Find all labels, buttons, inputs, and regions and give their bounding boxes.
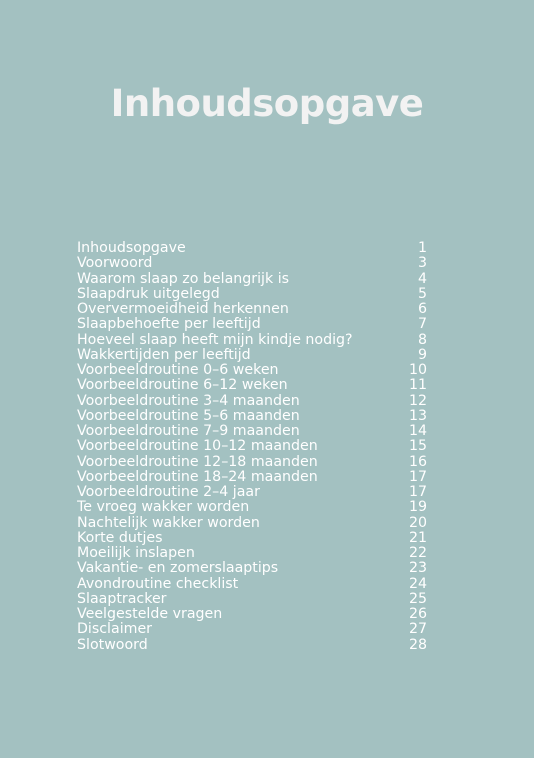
toc-entry[interactable] [77, 333, 427, 348]
toc-entry[interactable] [77, 607, 427, 622]
toc-entry-title: Voorbeeldroutine 3–4 maanden [77, 393, 300, 409]
toc-entry-title: Voorbeeldroutine 7–9 maanden [77, 424, 300, 439]
toc-entry-page-number: 5 [417, 285, 427, 302]
toc-entry-title: Slaapbehoefte per leeftijd [77, 317, 261, 333]
toc-entry[interactable] [77, 287, 427, 302]
toc-entry-title: Te vroeg wakker worden [77, 500, 250, 516]
toc-entry-page-number: 14 [408, 423, 427, 439]
toc-entry[interactable] [77, 546, 427, 561]
toc-entry[interactable] [77, 409, 427, 424]
toc-entry-title: Vakantie- en zomerslaaptips [77, 561, 279, 577]
toc-entry-page-number: 15 [408, 438, 427, 455]
toc-entry-page-number: 12 [408, 392, 427, 409]
toc-entry-title: Voorbeeldroutine 6–12 weken [77, 378, 288, 394]
toc-entry-title: Wakkertijden per leeftijd [77, 347, 251, 363]
toc-entry-page-number: 16 [408, 453, 427, 470]
toc-entry-page-number: 26 [408, 606, 427, 622]
toc-entry-title: Nachtelijk wakker worden [77, 515, 260, 531]
toc-entry-page-number: 23 [408, 560, 427, 577]
toc-entry-title: Avondroutine checklist [77, 576, 239, 592]
toc-entry-title: Oververmoeidheid herkennen [77, 302, 289, 317]
toc-entry-title: Veelgestelde vragen [77, 607, 223, 622]
toc-entry[interactable] [77, 561, 427, 576]
toc-entry-title: Voorbeeldroutine 2–4 jaar [77, 485, 260, 500]
toc-entry[interactable] [77, 500, 427, 515]
toc-entry-page-number: 9 [417, 346, 427, 363]
toc-entry-page-number: 17 [408, 468, 427, 485]
toc-entry-page-number: 17 [408, 484, 427, 500]
toc-entry[interactable] [77, 516, 427, 531]
toc-entry-page-number: 7 [417, 316, 427, 333]
toc-entry-page-number: 11 [408, 377, 427, 394]
toc-entry-page-number: 19 [408, 499, 427, 516]
table-of-contents [77, 241, 427, 653]
toc-entry-page-number: 6 [417, 301, 427, 317]
toc-entry-title: Slaaptracker [77, 591, 167, 607]
toc-entry[interactable] [77, 348, 427, 363]
toc-entry-page-number: 24 [408, 575, 427, 592]
toc-entry[interactable] [77, 470, 427, 485]
toc-entry[interactable] [77, 485, 427, 500]
toc-entry[interactable] [77, 622, 427, 637]
toc-entry[interactable] [77, 439, 427, 454]
toc-entry[interactable] [77, 317, 427, 332]
toc-entry[interactable] [77, 302, 427, 317]
toc-entry-title: Disclaimer [77, 622, 153, 638]
toc-entry-title: Slaapdruk uitgelegd [77, 286, 220, 302]
toc-entry[interactable] [77, 363, 427, 378]
toc-entry-page-number: 4 [417, 270, 427, 287]
toc-entry-title: Voorbeeldroutine 0–6 weken [77, 363, 279, 378]
toc-entry[interactable] [77, 378, 427, 393]
toc-entry-page-number: 22 [408, 545, 427, 561]
toc-entry[interactable] [77, 394, 427, 409]
toc-entry[interactable] [77, 256, 427, 271]
toc-entry-page-number: 27 [408, 621, 427, 638]
toc-entry-page-number: 20 [408, 514, 427, 531]
toc-entry-title: Voorbeeldroutine 18–24 maanden [77, 469, 318, 485]
toc-entry-page-number: 25 [408, 590, 427, 607]
toc-entry-page-number: 1 [417, 240, 427, 256]
toc-entry-title: Hoeveel slaap heeft mijn kindje nodig? [77, 332, 353, 348]
toc-entry-title: Moeilijk inslapen [77, 546, 195, 561]
toc-entry[interactable] [77, 424, 427, 439]
toc-entry[interactable] [77, 455, 427, 470]
toc-entry-page-number: 13 [408, 407, 427, 424]
toc-entry-title: Slotwoord [77, 637, 148, 653]
toc-entry-page-number: 28 [408, 636, 427, 653]
page-title: Inhoudsopgave [110, 82, 424, 125]
toc-entry-title: Voorbeeldroutine 12–18 maanden [77, 454, 318, 470]
toc-entry[interactable] [77, 592, 427, 607]
toc-entry-title: Voorbeeldroutine 10–12 maanden [77, 439, 318, 455]
toc-entry-page-number: 21 [408, 529, 427, 546]
toc-entry-title: Voorbeeldroutine 5–6 maanden [77, 408, 300, 424]
toc-entry[interactable] [77, 531, 427, 546]
toc-entry-title: Korte dutjes [77, 530, 163, 546]
toc-entry[interactable] [77, 577, 427, 592]
toc-entry[interactable] [77, 638, 427, 653]
toc-entry-page-number: 3 [417, 255, 427, 272]
toc-entry[interactable] [77, 272, 427, 287]
toc-entry-page-number: 10 [408, 362, 427, 378]
toc-entry-title: Voorwoord [77, 256, 153, 272]
toc-entry[interactable] [77, 241, 427, 256]
toc-entry-title: Inhoudsopgave [77, 241, 186, 256]
toc-entry-title: Waarom slaap zo belangrijk is [77, 271, 290, 287]
toc-entry-page-number: 8 [417, 331, 427, 348]
